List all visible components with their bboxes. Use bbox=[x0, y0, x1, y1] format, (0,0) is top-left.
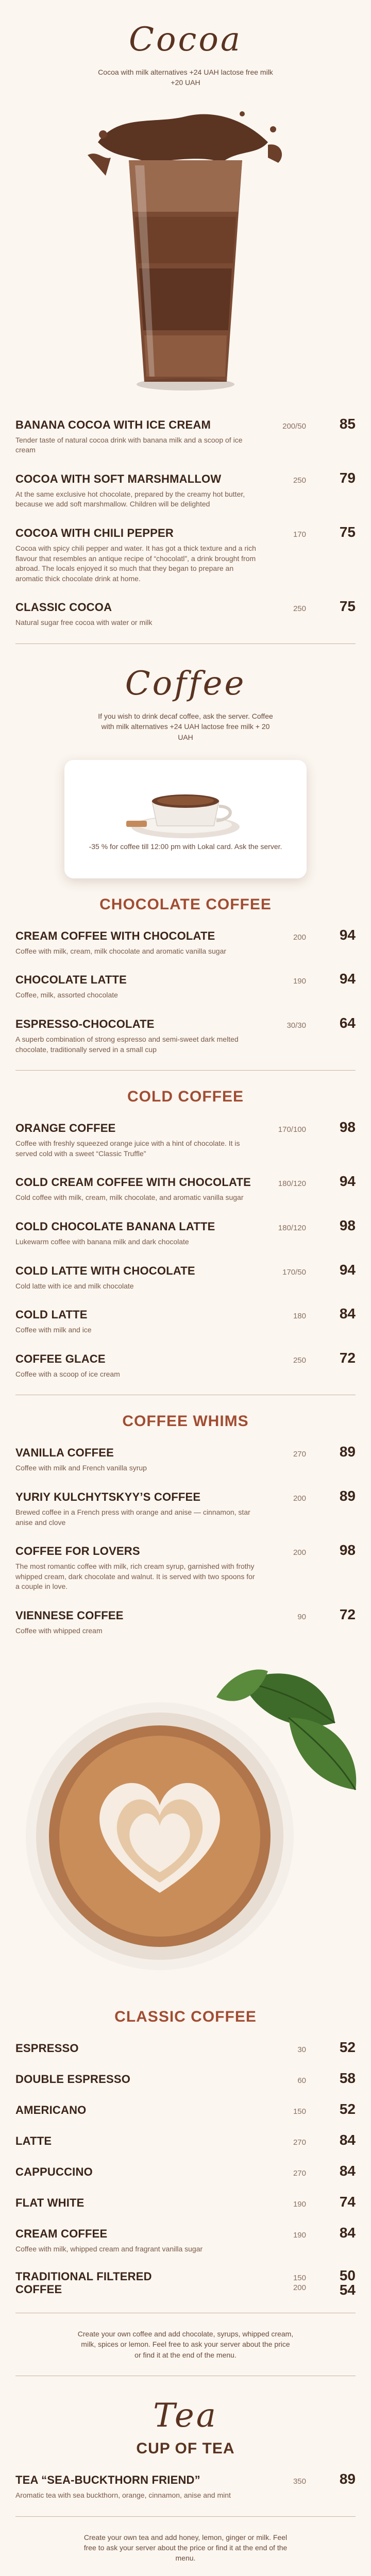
item-name: COCOA WITH CHILI PEPPER bbox=[15, 526, 174, 539]
item-name: CREAM COFFEE WITH CHOCOLATE bbox=[15, 929, 215, 942]
coffee-discount-note: -35 % for coffee till 12:00 pm with Lokal card. Ask the server. bbox=[89, 842, 282, 851]
cold-coffee-title: COLD COFFEE bbox=[127, 1088, 244, 1106]
item-name: TEA “SEA-BUCKTHORN FRIEND” bbox=[15, 2473, 200, 2486]
item-description: Cold coffee with milk, cream, milk chocolate, and aromatic vanilla sugar bbox=[15, 1193, 244, 1202]
menu-item bbox=[15, 1306, 356, 1335]
menu-item bbox=[15, 927, 356, 957]
item-price: 52 bbox=[339, 2100, 356, 2117]
item-price: 94 bbox=[339, 926, 356, 943]
menu-item bbox=[15, 416, 356, 455]
item-description: Cold latte with ice and milk chocolate bbox=[15, 1281, 134, 1290]
item-name: ESPRESSO bbox=[15, 2041, 79, 2055]
item-volume: 200/50 bbox=[282, 421, 306, 431]
classic-coffee-note: Create your own coffee and add chocolate, syrups, whipped cream, milk, spices or lemon. Feel free to ask your server about the price or find it at the end of the menu. bbox=[77, 2330, 294, 2359]
item-price: 94 bbox=[339, 971, 356, 987]
item-price: 52 bbox=[339, 2039, 356, 2055]
item-name: COFFEE FOR LOVERS bbox=[15, 1545, 140, 1558]
cocoa-list bbox=[15, 416, 356, 628]
menu-item bbox=[15, 1350, 356, 1380]
item-volume: 150 bbox=[293, 2107, 306, 2116]
item-name: AMERICANO bbox=[15, 2103, 87, 2116]
item-price: 84 bbox=[339, 2131, 356, 2148]
cocoa-glass-image bbox=[0, 93, 371, 402]
menu-item bbox=[15, 2039, 356, 2056]
cocoa-intro: Cocoa with milk alternatives +24 UAH lactose free milk +20 UAH bbox=[98, 68, 273, 87]
item-price: 94 bbox=[339, 1261, 356, 1278]
menu-item-traditional bbox=[15, 2268, 356, 2297]
tea-title: Tea bbox=[153, 2397, 218, 2435]
item-price: 58 bbox=[339, 2070, 356, 2086]
item-name: COLD LATTE WITH CHOCOLATE bbox=[15, 1264, 195, 1277]
item-volume: 200 bbox=[293, 2283, 306, 2293]
item-volume: 60 bbox=[297, 2076, 306, 2085]
item-description: A superb combination of strong espresso and semi-sweet dark melted chocolate, traditionally served in a small cup bbox=[15, 1035, 239, 1054]
item-price: 98 bbox=[339, 1217, 356, 1233]
item-price: 50 bbox=[339, 2267, 356, 2284]
item-description: Lukewarm coffee with banana milk and dark chocolate bbox=[15, 1237, 189, 1246]
item-volume: 270 bbox=[293, 2138, 306, 2147]
menu-item bbox=[15, 2471, 356, 2501]
item-price: 94 bbox=[339, 1173, 356, 1190]
cup-of-tea-title: CUP OF TEA bbox=[136, 2440, 235, 2457]
item-volume: 30/30 bbox=[286, 1021, 306, 1030]
item-name: FLAT WHITE bbox=[15, 2196, 85, 2209]
item-price: 54 bbox=[339, 2282, 356, 2298]
menu-item bbox=[15, 2101, 356, 2117]
item-volume: 90 bbox=[297, 1612, 306, 1621]
item-name: BANANA COCOA WITH ICE CREAM bbox=[15, 418, 211, 431]
item-volume: 150 bbox=[293, 2273, 306, 2282]
item-name: YURIY KULCHYTSKYY’S COFFEE bbox=[15, 1490, 201, 1503]
item-name: COFFEE GLACE bbox=[15, 1352, 106, 1365]
item-description: Natural sugar free cocoa with water or milk bbox=[15, 618, 153, 627]
menu-item bbox=[15, 2163, 356, 2179]
item-name: COLD CHOCOLATE BANANA LATTE bbox=[15, 1219, 215, 1233]
item-description: Aromatic tea with sea buckthorn, orange, cinnamon, anise and mint bbox=[15, 2491, 231, 2499]
item-description: Coffee with milk and ice bbox=[15, 1326, 92, 1334]
item-price: 74 bbox=[339, 2193, 356, 2210]
cold-coffee-list bbox=[15, 1119, 356, 1379]
item-description: Coffee with milk, whipped cream and fragrant vanilla sugar bbox=[15, 2244, 203, 2253]
item-name: LATTE bbox=[15, 2134, 52, 2147]
item-volume: 250 bbox=[293, 476, 306, 485]
item-volume: 270 bbox=[293, 2168, 306, 2178]
item-volume: 30 bbox=[297, 2045, 306, 2054]
item-description: At the same exclusive hot chocolate, prepared by the creamy hot butter, because we add soft marshmallow. Children will be delighted bbox=[15, 489, 245, 509]
item-name: COCOA WITH SOFT MARSHMALLOW bbox=[15, 472, 222, 485]
item-price: 98 bbox=[339, 1119, 356, 1136]
item-description: Coffee with milk, cream, milk chocolate and aromatic vanilla sugar bbox=[15, 946, 227, 955]
item-price: 75 bbox=[339, 598, 356, 615]
item-name: COLD CREAM COFFEE WITH CHOCOLATE bbox=[15, 1176, 251, 1189]
item-price: 98 bbox=[339, 1542, 356, 1558]
cup-of-tea-list bbox=[15, 2471, 356, 2501]
item-volume: 200 bbox=[293, 1494, 306, 1503]
item-name: TRADITIONAL FILTERED COFFEE bbox=[15, 2269, 152, 2296]
item-name: CAPPUCCINO bbox=[15, 2165, 93, 2178]
menu-item bbox=[15, 2225, 356, 2255]
section-divider bbox=[15, 1070, 356, 1071]
item-volume: 270 bbox=[293, 1450, 306, 1459]
item-price: 72 bbox=[339, 1606, 356, 1622]
item-price: 72 bbox=[339, 1349, 356, 1366]
item-name: CREAM COFFEE bbox=[15, 2227, 108, 2240]
menu-item bbox=[15, 2194, 356, 2210]
menu-item bbox=[15, 1488, 356, 1528]
item-volume: 170 bbox=[293, 530, 306, 539]
menu-item bbox=[15, 1173, 356, 1203]
item-price: 89 bbox=[339, 2471, 356, 2487]
item-volume: 190 bbox=[293, 2199, 306, 2209]
coffee-intro: If you wish to drink decaf coffee, ask the server. Coffee with milk alternatives +24 UAH lactose free milk + 20 UAH bbox=[98, 711, 273, 741]
cocoa-title: Cocoa bbox=[128, 21, 243, 59]
item-name: COLD LATTE bbox=[15, 1308, 88, 1321]
item-price: 84 bbox=[339, 2162, 356, 2179]
item-name: DOUBLE ESPRESSO bbox=[15, 2072, 131, 2086]
item-name: VANILLA COFFEE bbox=[15, 1446, 114, 1460]
menu-item bbox=[15, 971, 356, 1001]
item-description: Coffee with milk and French vanilla syrup bbox=[15, 1464, 147, 1472]
item-name: ORANGE COFFEE bbox=[15, 1122, 116, 1135]
menu-item bbox=[15, 598, 356, 628]
coffee-title: Coffee bbox=[125, 664, 246, 703]
item-description: Coffee with a scoop of ice cream bbox=[15, 1369, 120, 1378]
item-name: VIENNESE COFFEE bbox=[15, 1608, 124, 1622]
item-volume: 200 bbox=[293, 933, 306, 942]
item-volume: 250 bbox=[293, 1355, 306, 1365]
coffee-cup-card bbox=[64, 760, 307, 878]
menu-item bbox=[15, 1015, 356, 1055]
item-name: ESPRESSO-CHOCOLATE bbox=[15, 1018, 155, 1031]
item-price: 64 bbox=[339, 1015, 356, 1031]
item-volume: 190 bbox=[293, 977, 306, 986]
item-price: 75 bbox=[339, 523, 356, 540]
menu-item bbox=[15, 1606, 356, 1636]
item-volume: 180/120 bbox=[278, 1223, 306, 1232]
item-volume: 170/50 bbox=[282, 1267, 306, 1277]
classic-coffee-list bbox=[15, 2039, 356, 2298]
item-description: The most romantic coffee with milk, rich cream syrup, garnished with frothy whipped cream, dark chocolate and walnut. It is served with two spoons for a couple in love. bbox=[15, 1562, 255, 1591]
menu-item bbox=[15, 1217, 356, 1247]
menu-item bbox=[15, 1262, 356, 1292]
item-volume: 180/120 bbox=[278, 1179, 306, 1189]
item-description: Coffee, milk, assorted chocolate bbox=[15, 991, 118, 999]
chocolate-coffee-title: CHOCOLATE COFFEE bbox=[99, 895, 272, 913]
item-description: Coffee with freshly squeezed orange juice with a hint of chocolate. It is served cold with a sweet “Classic Truffle” bbox=[15, 1139, 240, 1158]
item-price: 89 bbox=[339, 1487, 356, 1504]
menu-item bbox=[15, 470, 356, 510]
item-description: Cocoa with spicy chili pepper and water. It has got a thick texture and a rich flavour that resembles an antique recipe of “chocolatl”, a drink brought from abroad. The locals enjoyed it so much that they began to prepare an aromatic thick chocolate drink at home. bbox=[15, 544, 256, 583]
menu-item bbox=[15, 1444, 356, 1473]
item-volume: 350 bbox=[293, 2477, 306, 2486]
item-description: Coffee with whipped cream bbox=[15, 1626, 103, 1635]
item-volume: 180 bbox=[293, 1312, 306, 1321]
item-volume: 190 bbox=[293, 2230, 306, 2240]
menu-item bbox=[15, 1119, 356, 1159]
tea-note: Create your own tea and add honey, lemon, ginger or milk. Feel free to ask your server about the price or find it at the end of the menu. bbox=[83, 2533, 288, 2563]
item-name: CLASSIC COCOA bbox=[15, 601, 112, 614]
item-price: 89 bbox=[339, 1444, 356, 1460]
menu-item bbox=[15, 2132, 356, 2148]
classic-coffee-title: CLASSIC COFFEE bbox=[114, 2008, 257, 2025]
item-volume: 200 bbox=[293, 1548, 306, 1557]
item-description: Tender taste of natural cocoa drink with banana milk and a scoop of ice cream bbox=[15, 435, 243, 454]
item-price: 84 bbox=[339, 1306, 356, 1322]
menu-item bbox=[15, 1542, 356, 1592]
coffee-whims-title: COFFEE WHIMS bbox=[122, 1413, 249, 1430]
item-price: 84 bbox=[339, 2224, 356, 2241]
latte-cup-image bbox=[0, 1651, 371, 1991]
menu-item bbox=[15, 524, 356, 584]
item-volume: 170/100 bbox=[278, 1125, 306, 1134]
menu-item bbox=[15, 2070, 356, 2087]
item-price: 79 bbox=[339, 469, 356, 486]
coffee-whims-list bbox=[15, 1444, 356, 1636]
item-price: 85 bbox=[339, 415, 356, 432]
item-volume: 250 bbox=[293, 604, 306, 614]
item-name: CHOCOLATE LATTE bbox=[15, 973, 127, 987]
section-divider bbox=[15, 2516, 356, 2517]
chocolate-coffee-list bbox=[15, 927, 356, 1055]
item-description: Brewed coffee in a French press with orange and anise — cinnamon, star anise and clove bbox=[15, 1507, 250, 1527]
